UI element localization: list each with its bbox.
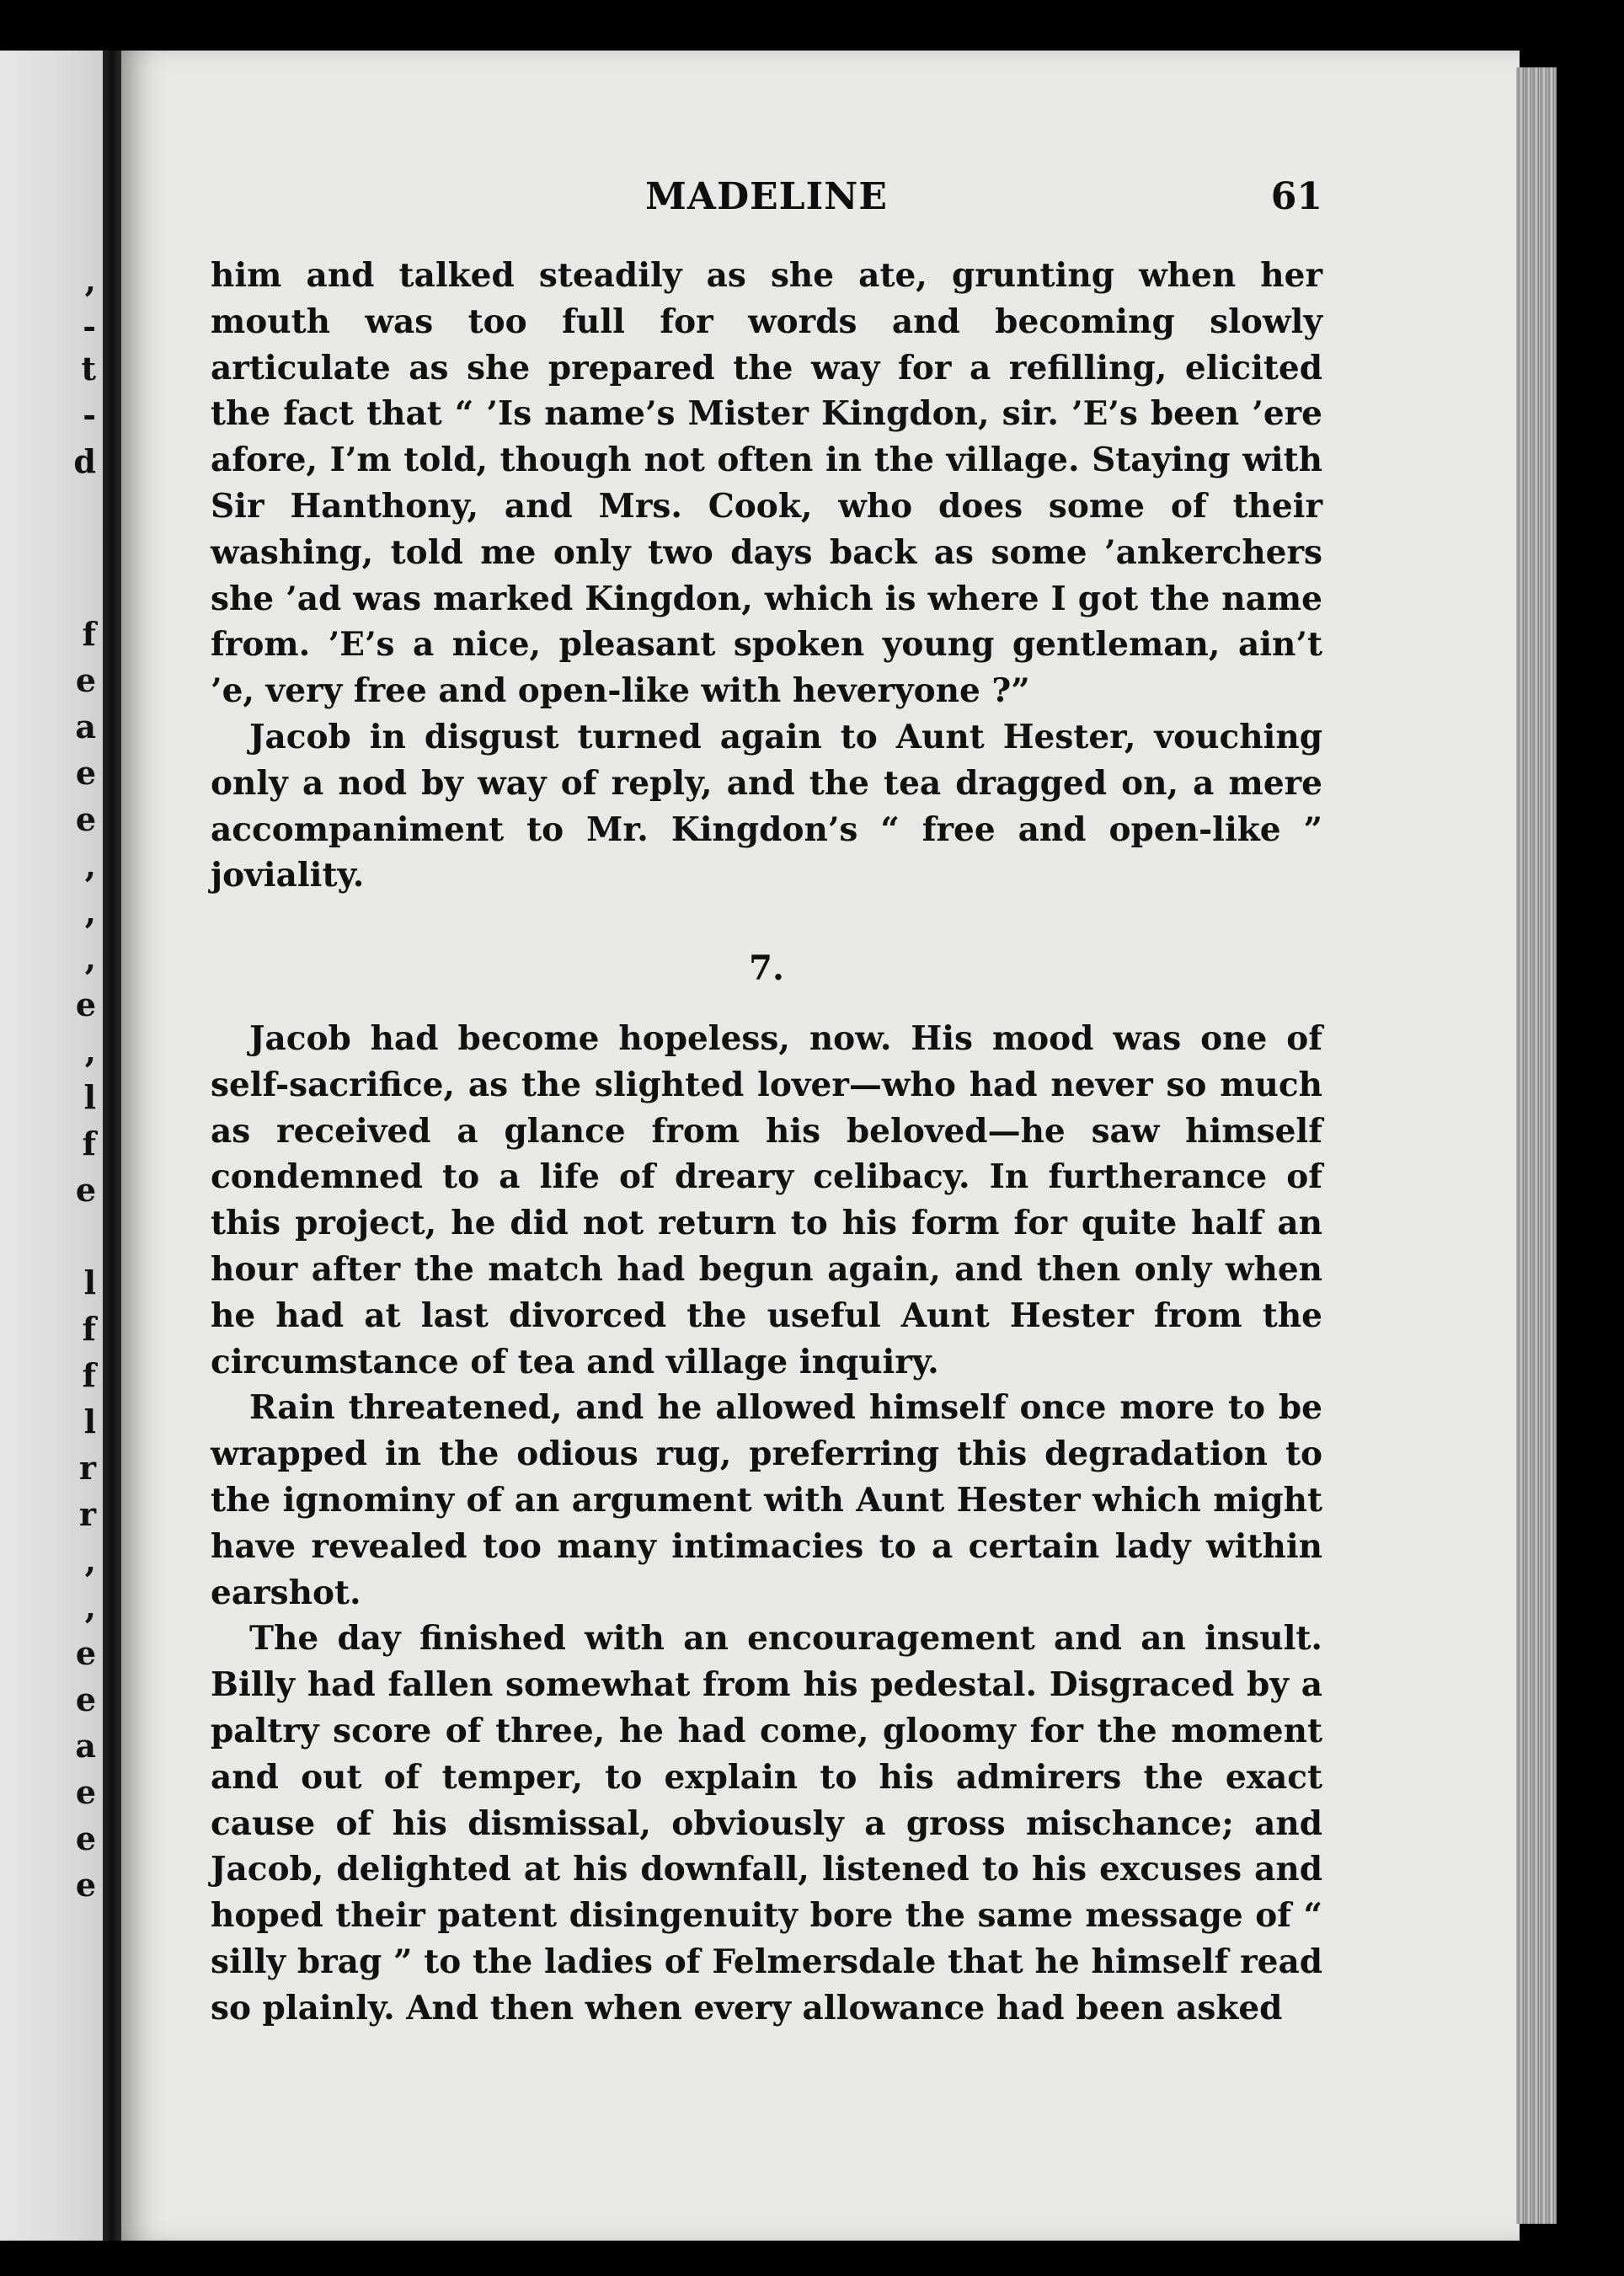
paragraph: Rain threatened, and he allowed himself once more to be wrapped in the odious rug, preferring this degradation to the ignominy of an argument with Aunt Hester which might have revealed too many intimacies to a certain lady within earshot. (211, 1388, 1322, 1612)
margin-glyph: f (82, 1125, 96, 1162)
margin-glyph: l (83, 1078, 96, 1116)
margin-glyph: - (83, 396, 96, 434)
paragraph: The day finished with an encouragement and an insult. Billy had fallen somewhat from his pedestal. Disgraced by a paltry score of three, he had come, gloomy for the moment and out of temper, to explain to his admirers the exact cause of his dismissal, obviously a gross mischance; and Jacob, delighted at his downfall, listened to his excuses and hoped their patent disingenuity bore the same message of “ silly brag ” to the ladies of Felmersdale that he himself read so plainly. And then when every allowance had been asked (211, 1619, 1322, 2028)
body-text (211, 253, 1322, 2031)
margin-glyph: f (82, 615, 96, 653)
margin-glyph: e (75, 800, 96, 838)
facing-page-margin-glyphs (66, 51, 99, 2241)
margin-glyph: l (83, 1264, 96, 1301)
paragraph: Jacob had become hopeless, now. His mood was one of self-sacrifice, as the slighted lover—who had never so much as received a glance from his beloved—he saw himself condemned to a life of dreary celibacy. In furtherance of this project, he did not return to his form for quite half an hour after the match had begun again, and then only when he had at last divorced the useful Aunt Hester from the circumstance of tea and village inquiry. (211, 1018, 1322, 1381)
margin-glyph: , (84, 893, 96, 931)
margin-glyph: a (75, 708, 96, 745)
margin-glyph: - (83, 307, 96, 345)
running-head (211, 175, 1322, 226)
margin-glyph: f (82, 1356, 96, 1394)
margin-glyph: a (75, 1727, 96, 1765)
margin-glyph: e (75, 986, 96, 1023)
margin-glyph: r (78, 1495, 96, 1533)
margin-glyph: , (84, 939, 96, 977)
margin-glyph: e (75, 754, 96, 792)
running-title: MADELINE (645, 175, 888, 218)
book-gutter (103, 51, 121, 2241)
margin-glyph: , (84, 1541, 96, 1579)
margin-glyph: , (84, 1588, 96, 1626)
margin-glyph: e (75, 1773, 96, 1811)
page-edge (1516, 67, 1557, 2224)
margin-glyph: d (73, 442, 96, 480)
margin-glyph: , (84, 847, 96, 884)
margin-glyph: e (75, 661, 96, 699)
margin-glyph: e (75, 1819, 96, 1857)
margin-glyph: , (84, 1032, 96, 1070)
margin-glyph: l (83, 1402, 96, 1440)
page-number: 61 (1270, 175, 1322, 218)
margin-glyph: t (81, 350, 96, 387)
margin-glyph: e (75, 1171, 96, 1209)
margin-glyph: e (75, 1680, 96, 1718)
paragraph: him and talked steadily as she ate, grunting when her mouth was too full for words and becoming slowly articulate as she prepared the way for a refilling, elicited the fact that “ ’Is name’s Mister Kingdon, sir. ’E’s been ’ere afore, I’m told, though not often in the village. Staying with Sir Hanthony, and Mrs. Cook, who does some of their washing, told me only two days back as some ’ankerchers she ’ad was marked Kingdon, which is where I got the name from. ’E’s a nice, pleasant spoken young gentleman, ain’t ’e, very free and open-like with heveryone ?” (211, 256, 1322, 711)
paragraph: Jacob in disgust turned again to Aunt Hester, vouching only a nod by way of reply, and the tea dragged on, a mere accompaniment to Mr. Kingdon’s “ free and open-like ” joviality. (211, 717, 1322, 895)
section-number: 7. (749, 948, 784, 989)
margin-glyph: e (75, 1866, 96, 1904)
margin-glyph: e (75, 1634, 96, 1672)
margin-glyph: f (82, 1310, 96, 1348)
margin-glyph: r (78, 1449, 96, 1487)
margin-glyph: , (84, 261, 96, 299)
facing-page (0, 51, 103, 2241)
